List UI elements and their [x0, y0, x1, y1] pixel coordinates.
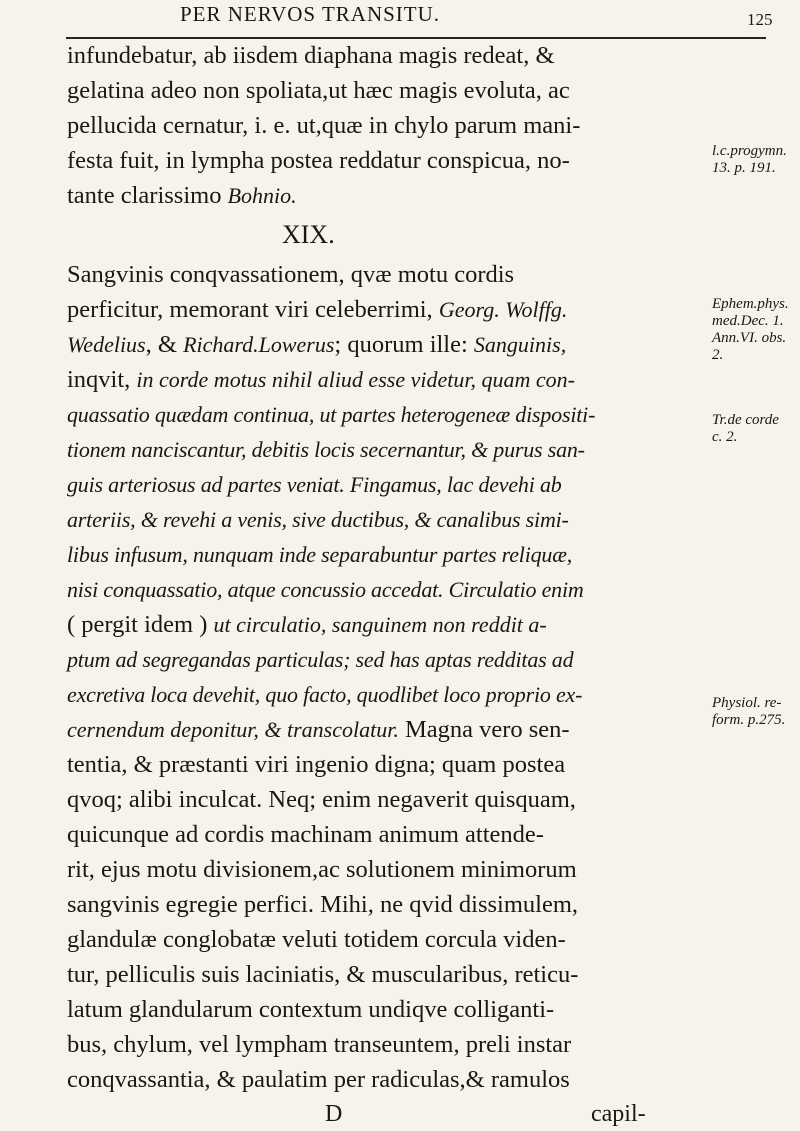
text-line [67, 327, 727, 362]
text-line: bus, chylum, vel lympham transeuntem, preli instar [67, 1031, 572, 1058]
text-run: Magna vero sen- [398, 716, 570, 743]
margin-note [712, 143, 800, 177]
running-head: PER NERVOS TRANSITU. [180, 2, 441, 26]
text-line: Sangvinis conqvassationem, qvæ motu cordis [67, 261, 515, 288]
margin-note-line: Tr.de corde [712, 412, 779, 428]
quotation-line: quassatio quædam continua, ut partes heterogeneæ dispositi- [67, 402, 596, 427]
text-line [67, 362, 727, 397]
margin-note-line: 13. p. 191. [712, 160, 776, 176]
author-name: Bohnio. [227, 183, 297, 208]
margin-note-line: c. 2. [712, 429, 738, 445]
author-name: Richard.Lowerus [183, 332, 335, 357]
text-line [67, 292, 727, 327]
quotation-line: tionem nanciscantur, debitis locis secernantur, & purus san- [67, 437, 585, 462]
text-line: glandulæ conglobatæ veluti totidem corcula viden- [67, 926, 566, 953]
quotation: ut circulatio, sanguinem non reddit a- [213, 612, 547, 637]
text-line [67, 178, 727, 213]
margin-note-line: Ephem.phys. [712, 296, 789, 312]
margin-note [712, 695, 800, 729]
text-line: sangvinis egregie perfici. Mihi, ne qvid dissimulem, [67, 891, 579, 918]
section-heading: XIX. [282, 220, 335, 249]
text-line [67, 607, 727, 642]
text-line: festa fuit, in lympha postea reddatur conspicua, no- [67, 147, 570, 174]
author-name: Wedelius [67, 332, 146, 357]
quotation: cernendum deponitur, & transcolatur. [67, 717, 399, 742]
quotation-line: excretiva loca devehit, quo facto, quodlibet loco proprio ex- [67, 682, 583, 707]
text-line: tentia, & præstanti viri ingenio digna; quam postea [67, 751, 566, 778]
text-run: inqvit, [67, 366, 137, 393]
margin-note [712, 412, 800, 446]
text-run: , & [145, 331, 184, 358]
text-run: ; quorum ille: [334, 331, 474, 358]
catchword: capil- [591, 1101, 646, 1127]
quotation-line: libus infusum, nunquam inde separabuntur partes reliquæ, [67, 542, 572, 567]
text-run: ( pergit idem ) [67, 611, 214, 638]
margin-note-line: Physiol. re- [712, 695, 782, 711]
text-run: perficitur, memorant viri celeberrimi, [67, 296, 439, 323]
quotation-line: arteriis, & revehi a venis, sive ductibus, & canalibus simi- [67, 507, 569, 532]
quotation: Sanguinis, [473, 332, 567, 357]
quotation-line: nisi conquassatio, atque concussio accedat. Circulatio enim [67, 577, 584, 602]
margin-note-line: med.Dec. 1. [712, 313, 784, 329]
text-line: qvoq; alibi inculcat. Neq; enim negaverit quisquam, [67, 786, 576, 813]
text-run: tante clarissimo [67, 182, 228, 209]
quotation: in corde motus nihil aliud esse videtur, quam con- [136, 367, 575, 392]
text-line [67, 712, 727, 747]
text-line: latum glandularum contextum undiqve colliganti- [67, 996, 555, 1023]
main-text [67, 38, 727, 1131]
margin-note-line: 2. [712, 347, 724, 363]
text-line: rit, ejus motu divisionem,ac solutionem minimorum [67, 856, 577, 883]
margin-note-line: Ann.VI. obs. [712, 330, 787, 346]
page-number: 125 [747, 10, 773, 29]
quotation-line: guis arteriosus ad partes veniat. Fingamus, lac devehi ab [67, 472, 562, 497]
author-name: Georg. Wolffg. [438, 297, 568, 322]
margin-note-line: form. p.275. [712, 712, 786, 728]
quotation-line: ptum ad segregandas particulas; sed has aptas redditas ad [67, 647, 574, 672]
text-line: infundebatur, ab iisdem diaphana magis redeat, & [67, 42, 555, 69]
signature-mark: D [325, 1101, 343, 1127]
page-footer [67, 1097, 727, 1131]
text-line: conqvassantia, & paulatim per radiculas,& ramulos [67, 1066, 570, 1093]
text-line: tur, pelliculis suis laciniatis, & muscularibus, reticu- [67, 961, 579, 988]
text-line: pellucida cernatur, i. e. ut,quæ in chylo parum mani- [67, 112, 581, 139]
text-line: quicunque ad cordis machinam animum attende- [67, 821, 544, 848]
margin-note [712, 296, 800, 364]
text-line: gelatina adeo non spoliata,ut hæc magis evoluta, ac [67, 77, 570, 104]
margin-note-line: l.c.progymn. [712, 143, 787, 159]
